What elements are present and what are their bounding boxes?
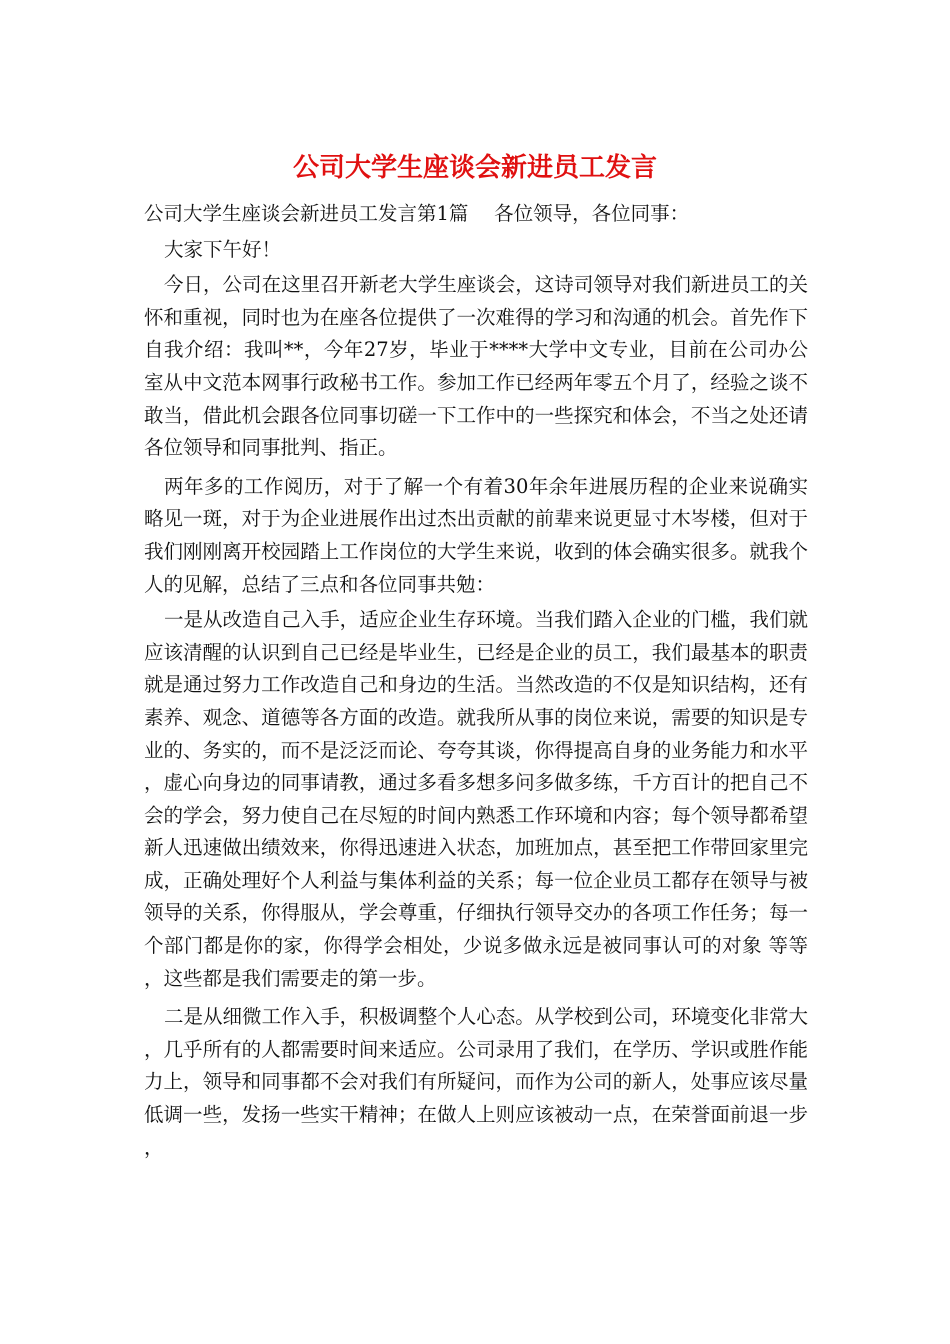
paragraph-experience: 两年多的工作阅历，对于了解一个有着30年余年进展历程的企业来说确实略见一斑，对于为企业进展作出过杰出贡献的前辈来说更显寸木岑楼，但对于我们刚刚离开校园踏上工作岗位的大学生来说，收到的体会确实很多。就我个人的见解，总结了三点和各位同事共勉： xyxy=(144,474,808,596)
paragraph-introduction: 今日，公司在这里召开新老大学生座谈会，这诗司领导对我们新进员工的关怀和重视，同时也为在座各位提供了一次难得的学习和沟通的机会。首先作下自我介绍：我叫**，今年27岁，毕业于****大学中文专业，目前在公司办公室从中文范本网事行政秘书工作。参加工作已经两年零五个月了，经验之谈不敢当，借此机会跟各位同事切磋一下工作中的一些探究和体会，不当之处还请各位领导和同事批判、指正。 xyxy=(144,273,808,460)
paragraph-point-two: 二是从细微工作入手，积极调整个人心态。从学校到公司，环境变化非常大，几乎所有的人都需要时间来适应。公司录用了我们，在学历、学识或胜作能力上，领导和同事都不会对我们有所疑问，而作为公司的新人，处事应该尽量低调一些，发扬一些实干精神；在做人上则应该被动一点，在荣誉面前退一步， xyxy=(144,1005,808,1159)
paragraph-point-one: 一是从改造自己入手，适应企业生存环境。当我们踏入企业的门槛，我们就应该清醒的认识到自己已经是毕业生，已经是企业的员工，我们最基本的职责就是通过努力工作改造自己和身边的生活。当然改造的不仅是知识结构，还有素养、观念、道德等各方面的改造。就我所从事的岗位来说，需要的知识是专业的、务实的，而不是泛泛而论、夸夸其谈，你得提高自身的业务能力和水平，虚心向身边的同事请教，通过多看多想多问多做多练，千方百计的把自己不会的学会，努力使自己在尽短的时间内熟悉工作环境和内容；每个领导都希望新人迅速做出绩效来，你得迅速进入状态，加班加点，甚至把工作带回家里完成，正确处理好个人利益与集体利益的关系；每一位企业员工都存在领导与被领导的关系，你得服从，学会尊重，仔细执行领导交办的各项工作任务；每一个部门都是你的家，你得学会相处，少说多做永远是被同事认可的对象 等等，这些都是我们需要走的第一步。 xyxy=(144,608,808,990)
document-body xyxy=(144,198,808,1164)
intro-line: 公司大学生座谈会新进员工发言第1篇 各位领导，各位同事： xyxy=(144,202,690,225)
document-title: 公司大学生座谈会新进员工发言 xyxy=(292,153,657,183)
paragraph-greeting: 大家下午好！ xyxy=(164,237,282,261)
